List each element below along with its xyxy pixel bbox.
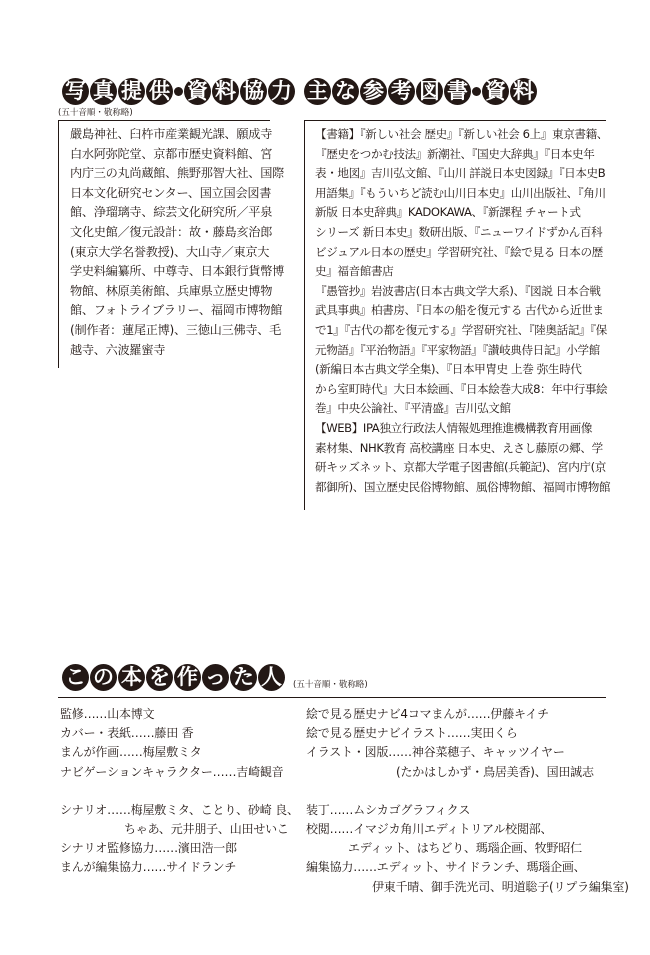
reference-line: 巻』中央公論社、『平清盛』吉川弘文館 [315,401,511,416]
heading-char: 参 [360,78,387,105]
reference-line: 新版 日本史辞典』KADOKAWA、『新課程 チャート式 [315,205,581,220]
credit-line: 文化史館／復元設計：故・藤島亥治郎 [70,224,273,239]
staff-line: ちゃあ、元井朋子、山田せいこ [124,822,289,837]
staff-divider [58,697,606,698]
heading-dot [472,87,481,96]
heading-char: た [230,664,257,691]
credit-line: 物館、林原美術館、兵庫県立歴史博物 [70,283,273,298]
staff-line: 校閲……イマジカ角川エディトリアル校閲部、 [306,822,553,837]
reference-line: 表・地図』吉川弘文館、『山川 詳説日本史図録』『日本史B [315,166,606,181]
credit-line: (東京大学名誉教授)、大山寺／東京大 [70,244,270,259]
reference-line: 元物語』『平治物語』『平家物語』『讃岐典侍日記』小学館 [315,342,600,357]
staff-line: ナビゲーションキャラクター……吉崎観音 [60,764,284,779]
references-heading [304,76,538,104]
reference-line: 『歴史をつかむ技法』新潮社、『国史大辞典』『日本史年 [315,146,595,161]
heading-char: 真 [90,78,117,105]
credit-line: 嚴島神社、臼杵市産業観光課、願成寺 [70,127,273,141]
heading-char: 提 [118,78,145,105]
heading-char: 人 [258,664,285,691]
references-list [315,125,610,497]
staff-right-column [306,705,629,897]
reference-line: 【WEB】IPA独立行政法人情報処理推進機構教育用画像 [315,420,593,435]
staff-line: 編集協力……エディット、サイドランチ、瑪瑙企画、 [306,860,586,875]
heading-char: 料 [212,78,239,105]
reference-line: 都御所)、国立歴史民俗博物館、風俗博物館、福岡市博物館 [315,479,611,494]
staff-line: 絵で見る歴史ナビ4コマまんが……伊藤キイチ [306,707,549,721]
reference-line: 史』福音館書店 [315,264,394,279]
heading-char: 料 [510,78,537,105]
staff-line: まんが作画……梅屋敷ミタ [60,745,202,760]
heading-dot [174,87,183,96]
reference-line: ビジュアル日本の歴史』学習研究社、『絵で見る 日本の歴 [315,244,603,259]
staff-line: シナリオ監修協力……濱田浩一郎 [60,841,237,856]
heading-char: の [90,664,117,691]
reference-line: 用語集』『もういちど読む山川日本史』山川出版社、『角川 [315,185,606,200]
credit-line: (制作者：蓮尾正博)、三徳山三佛寺、毛 [70,322,281,337]
staff-line: エディット、はちどり、瑪瑙企画、牧野昭仁 [348,841,582,856]
reference-line: 研キッズネット、京都大学電子図書館(兵範記)、宮内庁(京 [315,460,606,475]
heading-char: 資 [482,78,509,105]
staff-note: (五十音順・敬称略) [293,680,368,690]
reference-line: (新編日本古典文学全集)、『日本甲冑史 上巻 弥生時代 [315,362,582,377]
credit-line: 学史料編纂所、中尊寺、日本銀行貨幣博 [70,264,284,279]
credit-line: 日本文化研究センター、国立国会図書 [70,185,272,200]
heading-char: 書 [444,78,471,105]
staff-line: 絵で見る歴史ナビイラスト……実田くら [306,726,518,741]
photo-credits-heading [62,76,296,104]
staff-line: 伊東千晴、御手洗光司、明道聡子(リプラ編集室) [372,879,629,894]
heading-char: 供 [146,78,173,105]
photo-credits-list [70,125,284,360]
staff-line: カバー・表紙……藤田 香 [60,726,194,741]
heading-char: 主 [304,78,331,105]
staff-line: 監修……山本博文 [60,707,155,721]
staff-left-column [60,705,299,878]
credit-line: 内庁三の丸尚蔵館、熊野那智大社、国際 [70,166,284,181]
heading-char: 資 [184,78,211,105]
reference-line: 『愚管抄』岩波書店(日本古典文学大系)、『図説 日本合戦 [315,283,601,298]
photo-credits-note: (五十音順・敬称略) [58,108,133,118]
credit-line: 越寺、六波羅蜜寺 [70,342,166,357]
heading-char: 写 [62,78,89,105]
reference-line: 【書籍】『新しい社会 歴史』『新しい社会 6上』東京書籍、 [315,127,608,141]
heading-char: 協 [240,78,267,105]
reference-line: 武具事典』柏書房、『日本の船を復元する 古代から近世ま [315,303,604,318]
heading-char: な [332,78,359,105]
heading-char: 力 [268,78,295,105]
heading-char: こ [62,664,89,691]
heading-char: っ [202,664,229,691]
reference-line: で1』『古代の都を復元する』学習研究社、『陸奥話記』『保 [315,322,607,337]
credit-line: 館、浄瑠璃寺、綜芸文化研究所／平泉 [70,205,273,220]
heading-char: 作 [174,664,201,691]
heading-char: 本 [118,664,145,691]
credit-line: 館、フォトライブラリー、福岡市博物館 [70,303,283,318]
staff-line: シナリオ……梅屋敷ミタ、ことり、砂崎 良、 [60,802,299,817]
reference-line: から室町時代』大日本絵画、『日本絵巻大成8：年中行事絵 [315,381,608,396]
staff-line: イラスト・図版……神谷菜穂子、キャッツイヤー [306,745,565,760]
staff-heading [62,662,286,690]
heading-char: を [146,664,173,691]
reference-line: 素材集、NHK教育 高校講座 日本史、えさし藤原の郷、学 [315,440,603,455]
staff-line: まんが編集協力……サイドランチ [60,860,237,875]
staff-line: (たかはしかず・鳥居美香)、国田誠志 [396,764,594,779]
heading-char: 考 [388,78,415,105]
reference-line: シリーズ 新日本史』数研出版、『ニューワイドずかん百科 [315,224,603,239]
staff-line: 装丁……ムシカゴグラフィクス [306,802,471,817]
heading-char: 図 [416,78,443,105]
credit-line: 白水阿弥陀堂、京都市歴史資料館、宮 [70,146,273,161]
